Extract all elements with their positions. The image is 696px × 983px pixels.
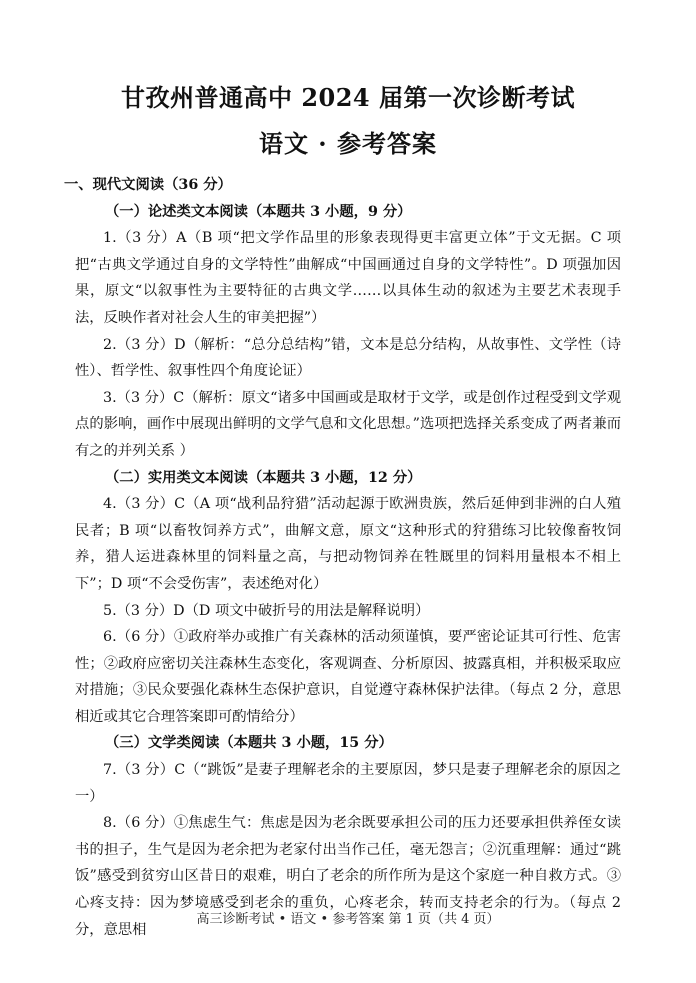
answer-q8: 8.（6 分）①焦虑生气：焦虑是因为老余既要承担公司的压力还要承担供养侄女读书的担子，生气是因为老余把为老家付出当作己任，毫无怨言；②沉重理解：通过“跳饭”感受到贫穷山区昔日的艰难，明白了老余的所作所为是这个家庭一种自救方式。③心疼支持：因为梦境感受到老余的重负，心疼老余，转而支持老余的行为。（每点 2 分，意思相 (75, 815, 621, 938)
answer-q2: 2.（3 分）D（解析：“总分总结构”错，文本是总分结构，从故事性、文学性（诗性）、哲学性、叙事性四个角度论证） (75, 336, 621, 380)
answer-q5: 5.（3 分）D（D 项文中破折号的用法是解释说明） (103, 602, 430, 619)
answer-q7: 7.（3 分）C（“跳饭”是妻子理解老余的主要原因，梦只是妻子理解老余的原因之一） (75, 762, 621, 805)
answer-content (64, 172, 621, 943)
answer-q4: 4.（3 分）C（A 项“战利品狩猎”活动起源于欧洲贵族，然后延伸到非洲的白人殖民者；B 项“以畜牧饲养方式”，曲解文意，原文“这种形式的狩猎练习比较像畜牧饲养，猎人运进森林里的饲料量之高，与把动物饲养在牲厩里的饲料用量根本不相上下”；D 项“不会受伤害”，表述绝对化） (75, 496, 621, 592)
subsection-heading-practical: （二）实用类文本阅读（本题共 3 小题，12 分） (105, 469, 422, 486)
subsection-heading-argumentative: （一）论述类文本阅读（本题共 3 小题，9 分） (105, 203, 412, 220)
exam-subtitle: 语文 · 参考答案 (258, 129, 438, 158)
answer-q1: 1.（3 分）A（B 项“把文学作品里的形象表现得更丰富更立体”于文无据。C 项把“古典文学通过自身的文学特性”曲解成“中国画通过自身的文学特性”。D 项强加因果，原文“以叙事性为主要特征的古典文学……以具体生动的叙述为主要艺术表现手法，反映作者对社会人生的审美把握”） (75, 230, 621, 326)
exam-title: 甘孜州普通高中 2024 届第一次诊断考试 (120, 83, 575, 112)
section-heading-modern-reading: 一、现代文阅读（36 分） (64, 177, 232, 193)
answer-q6: 6.（6 分）①政府举办或推广有关森林的活动须谨慎，要严密论证其可行性、危害性；②政府应密切关注森林生态变化，客观调查、分析原因、披露真相，并积极采取应对措施；③民众要强化森林生态保护意识，自觉遵守森林保护法律。（每点 2 分，意思相近或其它合理答案即可酌情给分） (75, 629, 621, 725)
page-footer: 高三诊断考试 • 语文 • 参考答案 第 1 页（共 4 页） (196, 912, 500, 927)
subsection-heading-literary: （三）文学类阅读（本题共 3 小题，15 分） (105, 735, 393, 752)
answer-q3: 3.（3 分）C（解析：原文“诸多中国画或是取材于文学，或是创作过程受到文学观点的影响，画作中展现出鲜明的文学气息和文化思想。”选项把选择关系变成了两者兼而有之的并列关系 ） (75, 389, 621, 459)
